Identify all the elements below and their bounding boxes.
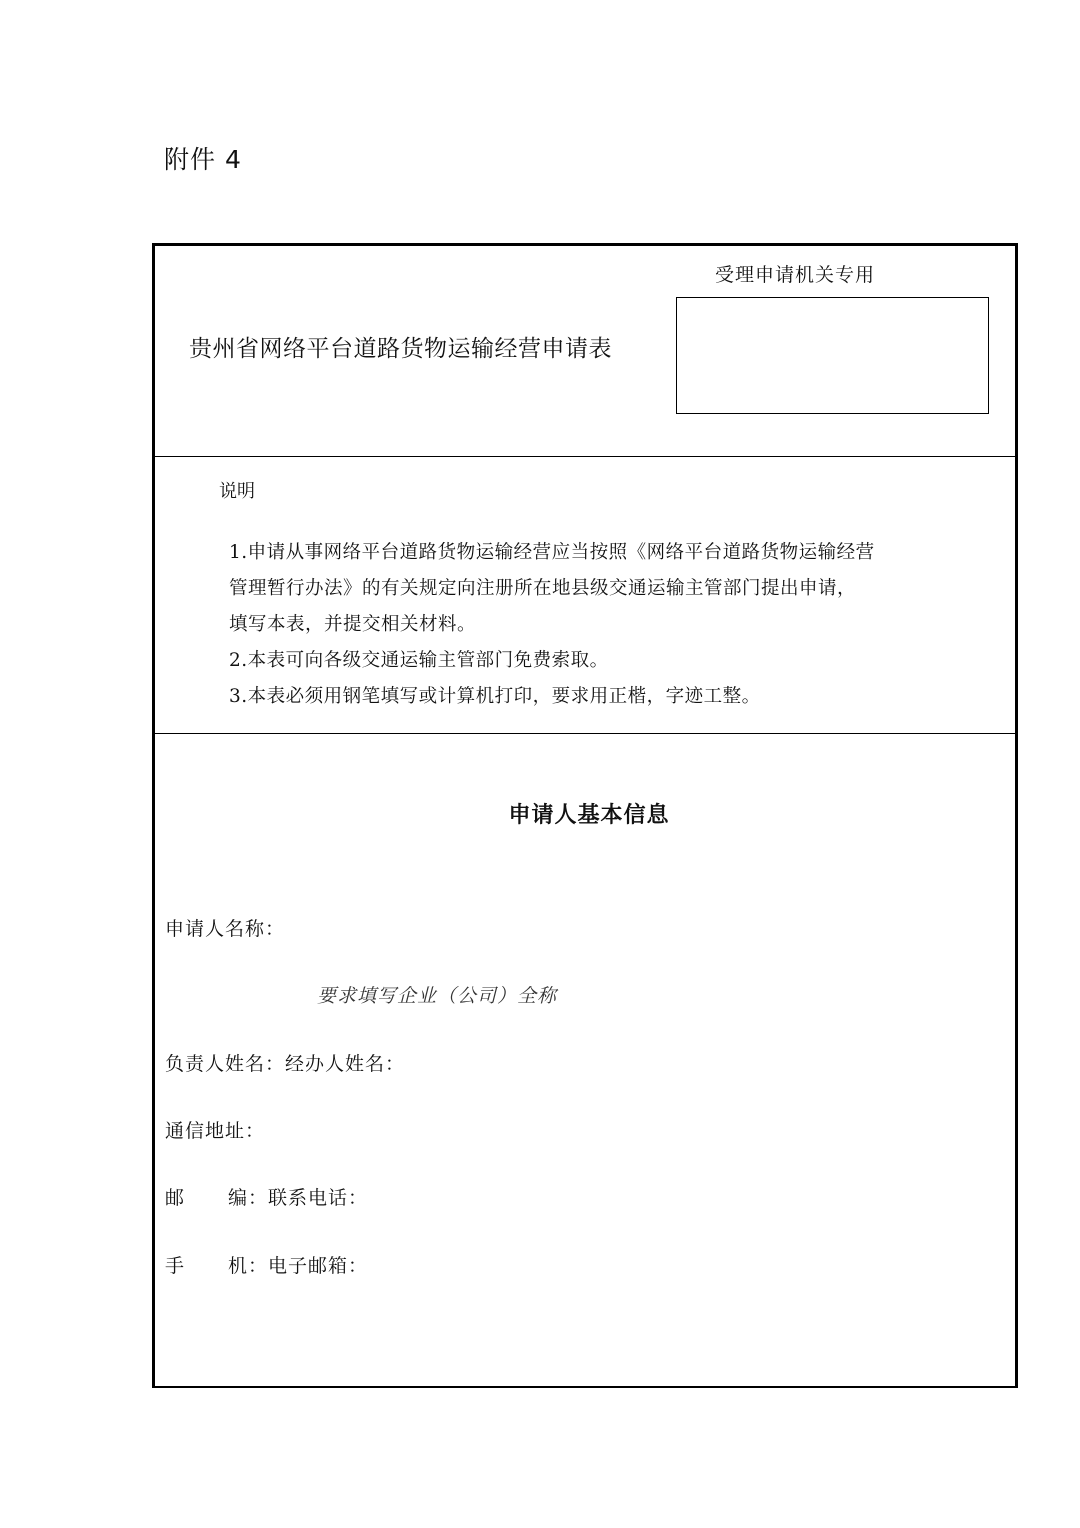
applicant-info-section bbox=[155, 734, 1015, 1384]
postcode-label[interactable] bbox=[165, 1187, 268, 1209]
attachment-label: 附件 4 bbox=[164, 145, 242, 174]
mobile-label-char-1: 手 bbox=[165, 1255, 186, 1277]
agent-name-label[interactable]: 经办人姓名： bbox=[285, 1053, 406, 1075]
form-title: 贵州省网络平台道路货物运输经营申请表 bbox=[189, 336, 612, 362]
phone-label[interactable]: 联系电话： bbox=[268, 1187, 369, 1209]
postcode-label-char-2: 编： bbox=[228, 1187, 269, 1209]
applicant-info-title: 申请人基本信息 bbox=[508, 803, 670, 828]
note-line-2: 管理暂行办法》的有关规定向注册所在地县级交通运输主管部门提出申请， bbox=[229, 578, 857, 599]
notes-list bbox=[229, 535, 969, 715]
postcode-phone-field-row bbox=[165, 1183, 368, 1210]
address-label: 通信地址： bbox=[165, 1120, 266, 1142]
address-field[interactable] bbox=[165, 1116, 265, 1143]
email-label[interactable]: 电子邮箱： bbox=[268, 1255, 369, 1277]
note-line-5: 3.本表必须用钢笔填写或计算机打印，要求用正楷，字迹工整。 bbox=[229, 686, 761, 707]
application-form bbox=[152, 243, 1018, 1388]
office-use-label: 受理申请机关专用 bbox=[715, 264, 876, 286]
leader-agent-field-row bbox=[165, 1049, 405, 1076]
applicant-name-hint: 要求填写企业（公司）全称 bbox=[317, 985, 558, 1007]
mobile-email-field-row bbox=[165, 1251, 368, 1278]
note-line-4: 2.本表可向各级交通运输主管部门免费索取。 bbox=[229, 650, 609, 671]
form-header bbox=[155, 246, 1015, 457]
mobile-label[interactable] bbox=[165, 1255, 268, 1277]
applicant-name-field[interactable] bbox=[165, 914, 285, 941]
leader-name-label[interactable]: 负责人姓名： bbox=[165, 1053, 286, 1075]
note-line-3: 填写本表，并提交相关材料。 bbox=[229, 614, 477, 635]
applicant-name-label: 申请人名称： bbox=[165, 918, 286, 940]
postcode-label-char-1: 邮 bbox=[165, 1187, 186, 1209]
mobile-label-char-2: 机： bbox=[228, 1255, 269, 1277]
office-use-box[interactable] bbox=[676, 297, 989, 414]
note-line-1: 1.申请从事网络平台道路货物运输经营应当按照《网络平台道路货物运输经营 bbox=[229, 542, 875, 563]
notes-title: 说明 bbox=[219, 481, 255, 502]
notes-section bbox=[155, 457, 1015, 734]
